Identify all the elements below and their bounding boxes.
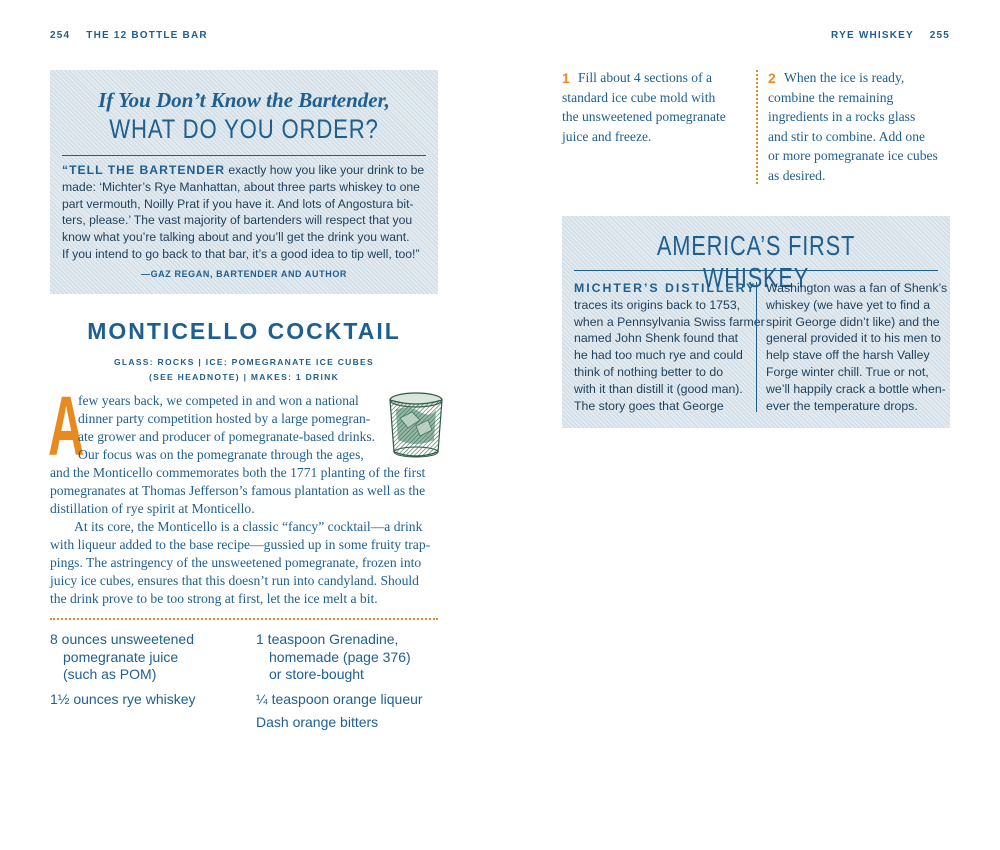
body-line: pomegranates at Thomas Jefferson’s famous plantation as well as the [50, 483, 426, 498]
ingredients-divider [50, 618, 438, 620]
recipe-meta-line2: (SEE HEADNOTE) | MAKES: 1 DRINK [148, 372, 340, 382]
page-number-left: 254 [50, 30, 71, 41]
drop-cap: A [48, 379, 85, 473]
ingredient-line: or store-bought [269, 666, 364, 682]
ingredient-item [256, 714, 378, 732]
step-text [768, 68, 958, 186]
sidebar-rule [62, 155, 426, 156]
quote-line: If you intend to go back to that bar, it’s a good idea to tip well, too!” [62, 246, 420, 261]
quote-line: ters, please.’ The vast majority of bartenders will respect that you [62, 213, 413, 228]
sidebar2-line: we’ll happily crack a bottle when- [766, 381, 946, 396]
sidebar2-lead: MICHTER’S DISTILLERY [574, 281, 757, 295]
body-line: Our focus was on the pomegranate through the ages, [78, 447, 364, 462]
body-line: few years back, we competed in and won a national [78, 393, 359, 408]
body-line: At its core, the Monticello is a classic “fancy” cocktail—a drink [74, 519, 423, 534]
sidebar2-line: named John Shenk found that [574, 331, 739, 346]
body-line: and the Monticello commemorates both the 1771 planting of the first [50, 465, 426, 480]
ingredient-line: pomegranate juice [63, 648, 179, 665]
step-line: juice and freeze. [562, 128, 652, 144]
running-head-left [50, 30, 208, 41]
sidebar2-line: think of nothing better to do [574, 364, 724, 379]
ingredient-item [50, 631, 194, 684]
sidebar2-column-left [574, 280, 765, 414]
sidebar2-line: Forge winter chill. True or not, [766, 364, 929, 379]
body-line: dinner party competition hosted by a large pomegran- [78, 411, 371, 426]
quote-line: know what you’re talking about and you’ll get the drink you want. [62, 230, 410, 245]
recipe-title: MONTICELLO COCKTAIL [87, 318, 401, 344]
step-line: When the ice is ready, [784, 70, 905, 85]
quote-line: part vermouth, Noilly Prat if you have it. And lots of Angostura bit- [62, 196, 414, 211]
sidebar2-line: spirit George didn’t like) and the [766, 314, 940, 329]
sidebar2-line: traces its origins back to 1753, [574, 297, 741, 312]
body-line: distillation of rye spirit at Monticello. [50, 501, 255, 516]
ingredient-line: 1 teaspoon Grenadine, [256, 631, 399, 647]
first-whiskey-sidebar [562, 216, 950, 428]
book-title: THE 12 BOTTLE BAR [86, 30, 208, 41]
sidebar2-line: when a Pennsylvania Swiss farmer [574, 314, 765, 329]
sidebar2-line: help stave off the harsh Valley [766, 348, 930, 363]
step-number: 2 [768, 70, 776, 86]
sidebar2-rule [574, 270, 938, 271]
quote-attribution: —GAZ REGAN, BARTENDER AND AUTHOR [140, 268, 348, 279]
step-number: 1 [562, 70, 570, 86]
ingredient-item [256, 631, 411, 684]
body-line: juicy ice cubes, ensures that this doesn’t run into candyland. Should [50, 573, 419, 588]
sidebar2-line: ever the temperature drops. [766, 398, 918, 413]
ingredient-item [256, 691, 423, 709]
step-line: the unsweetened pomegranate [562, 109, 726, 125]
quote-line: exactly how you like your drink to be [225, 163, 425, 177]
body-line: ate grower and producer of pomegranate-based drinks. [78, 429, 376, 444]
bartender-sidebar [50, 70, 438, 294]
chapter-title: RYE WHISKEY [831, 30, 914, 41]
step-line: combine the remaining [768, 89, 894, 105]
quote-lead: “TELL THE BARTENDER [62, 163, 225, 177]
step-text [562, 68, 752, 146]
step-line: or more pomegranate ice cubes [768, 148, 938, 164]
sidebar2-line: The story goes that George [574, 398, 724, 413]
ingredient-line: homemade (page 376) [269, 648, 411, 665]
ingredient-line: Dash orange bitters [256, 714, 379, 730]
step-divider [756, 70, 758, 184]
page-number-right: 255 [929, 30, 950, 41]
ingredient-line: 8 ounces unsweetened [50, 631, 194, 647]
step-line: standard ice cube mold with [562, 89, 716, 105]
sidebar2-line: Washington was a fan of Shenk’s [766, 281, 948, 295]
ingredient-line: (such as POM) [63, 666, 157, 682]
step-line: and stir to combine. Add one [768, 128, 926, 144]
sidebar-quote [62, 162, 426, 263]
step-line: as desired. [768, 167, 826, 183]
sidebar2-line: general provided it to his men to [766, 331, 941, 346]
step-line: Fill about 4 sections of a [578, 70, 713, 85]
quote-line: made: ‘Michter’s Rye Manhattan, about three parts whiskey to one [62, 179, 420, 194]
sidebar2-column-divider [756, 282, 757, 412]
sidebar-title-line2: WHAT DO YOU ORDER? [109, 114, 379, 144]
sidebar2-column-right [766, 280, 947, 414]
ingredient-line: ¼ teaspoon orange liqueur [256, 691, 423, 707]
ingredient-line: 1½ ounces rye whiskey [50, 691, 196, 707]
running-head-right [831, 30, 950, 41]
body-line: pings. The astringency of the unsweetened pomegranate, frozen into [50, 555, 422, 570]
rocks-glass-illustration-icon [386, 390, 446, 462]
ingredient-item [50, 691, 196, 709]
body-line: with liqueur added to the base recipe—gussied up in some fruity trap- [50, 537, 431, 552]
sidebar-title-line1: If You Don’t Know the Bartender, [98, 88, 390, 112]
body-line: the drink prove to be too strong at first, let the ice melt a bit. [50, 591, 378, 606]
sidebar2-line: with it than distill it (good man). [574, 381, 743, 396]
sidebar2-line: he had too much rye and could [574, 348, 743, 363]
sidebar2-title: AMERICA’S FIRST WHISKEY [656, 230, 856, 293]
sidebar2-line: whiskey (we have yet to find a [766, 297, 931, 312]
step-line: ingredients in a rocks glass [768, 109, 916, 125]
recipe-meta-line1: GLASS: ROCKS | ICE: POMEGRANATE ICE CUBES [113, 357, 374, 367]
